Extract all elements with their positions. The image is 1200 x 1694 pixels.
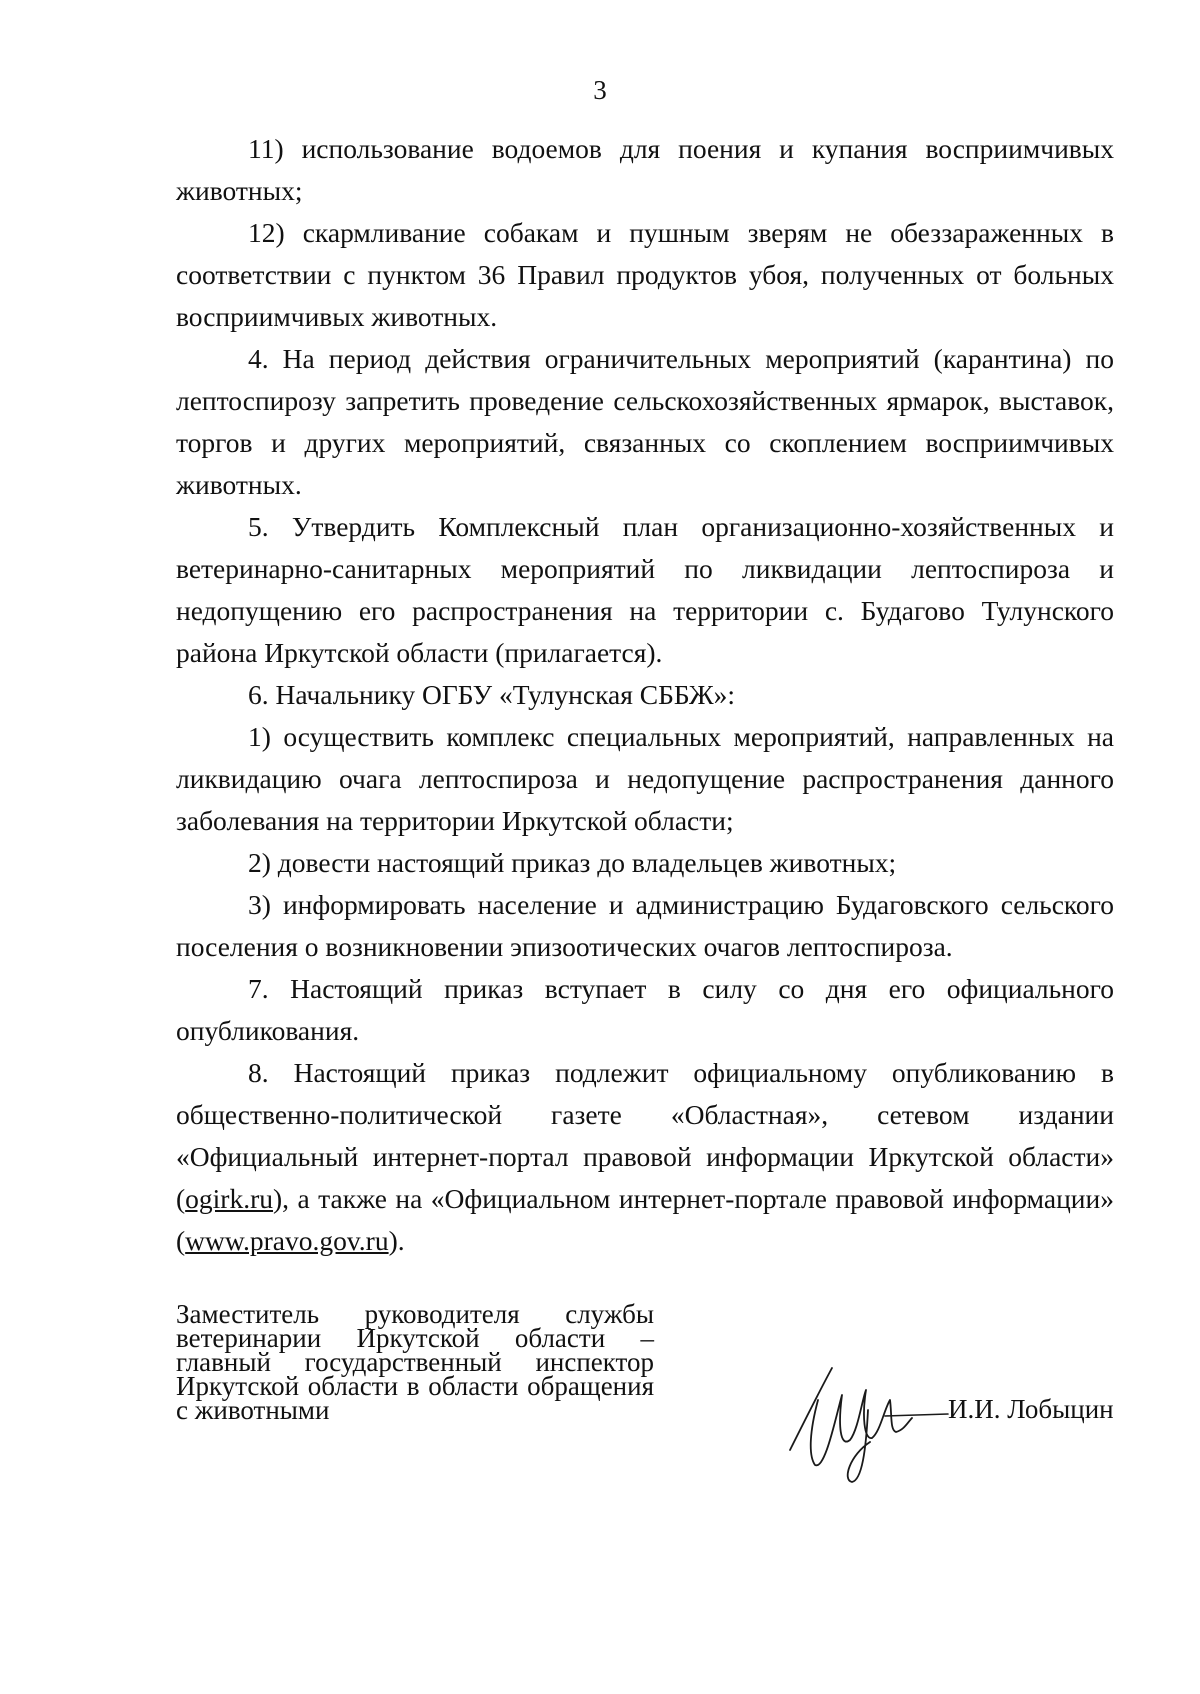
paragraph-8 [176, 1052, 1114, 1262]
paragraph-8-end: ). [388, 1225, 405, 1256]
pravo-gov-link[interactable]: www.pravo.gov.ru [185, 1225, 389, 1256]
paragraph-6-1: 1) осуществить комплекс специальных мероприятий, направленных на ликвидацию очага лептоспироза и недопущение распространения данного заболевания на территории Иркутской области; [176, 721, 1114, 836]
handwritten-signature [780, 1360, 950, 1490]
paragraph-6-3: 3) информировать население и администрацию Будаговского сельского поселения о возникновении эпизоотических очагов лептоспироза. [176, 889, 1114, 962]
paragraph-8-start: 8. Настоящий приказ подлежит официальному опубликованию в общественно-политической газете «Областная», сетевом издании «Официальный интернет-портал правовой информации Иркутской области» ( [176, 1057, 1114, 1214]
page-number: 3 [593, 75, 607, 105]
paragraph-8-mid: ), а также на «Официальном интернет-портале правовой информации» ( [176, 1183, 1114, 1256]
paragraph-11: 11) использование водоемов для поения и купания восприимчивых животных; [176, 133, 1114, 206]
ogirk-link[interactable]: ogirk.ru [185, 1183, 274, 1214]
signer-name: И.И. Лобыцин [948, 1394, 1114, 1424]
signatory-position: Заместитель руководителя службы ветеринарии Иркутской области – главный государственный инспектор Иркутской области в области обращения с животными [176, 1299, 654, 1425]
paragraph-4: 4. На период действия ограничительных мероприятий (карантина) по лептоспирозу запретить проведение сельскохозяйственных ярмарок, выставок, торгов и других мероприятий, связанных со скоплением восприимчивых животных. [176, 343, 1114, 500]
document-body [176, 128, 1114, 1262]
paragraph-12: 12) скармливание собакам и пушным зверям не обеззараженных в соответствии с пунктом 36 Правил продуктов убоя, полученных от больных восприимчивых животных. [176, 217, 1114, 332]
paragraph-5: 5. Утвердить Комплексный план организационно-хозяйственных и ветеринарно-санитарных мероприятий по ликвидации лептоспироза и недопущению его распространения на территории с. Будагово Тулунского района Иркутской области (прилагается). [176, 511, 1114, 668]
paragraph-6-2: 2) довести настоящий приказ до владельцев животных; [248, 847, 897, 878]
paragraph-7: 7. Настоящий приказ вступает в силу со дня его официального опубликования. [176, 973, 1114, 1046]
paragraph-6: 6. Начальнику ОГБУ «Тулунская СББЖ»: [248, 679, 736, 710]
